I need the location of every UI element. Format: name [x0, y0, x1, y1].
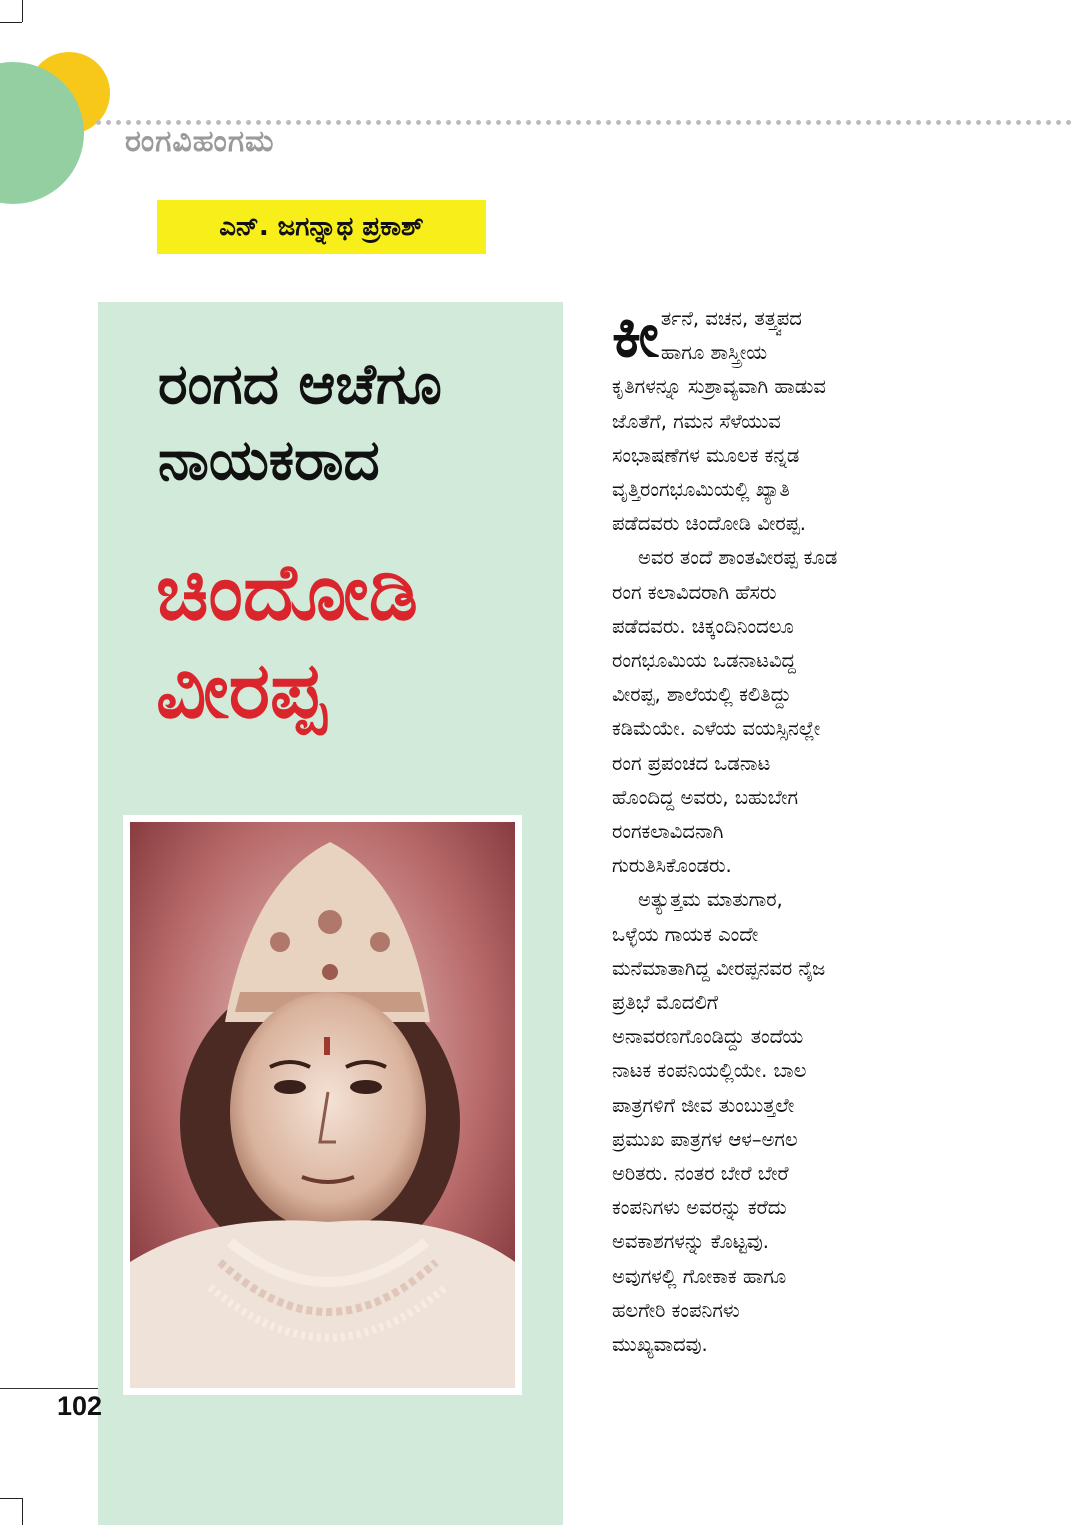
- article-line: ಕಂಪನಿಗಳು ಅವರನ್ನು ಕರೆದು: [612, 1196, 787, 1220]
- section-title: ರಂಗವಿಹಂಗಮ: [125, 124, 275, 159]
- article-line: ಅತ್ಯುತ್ತಮ ಮಾತುಗಾರ,: [638, 888, 783, 912]
- article-line: ವೃತ್ತಿರಂಗಭೂಮಿಯಲ್ಲಿ ಖ್ಯಾತಿ: [612, 478, 790, 502]
- article-line: ರ್ತನೆ, ವಚನ, ತತ್ತ್ವಪದ: [660, 307, 802, 330]
- author-name: ಎನ್. ಜಗನ್ನಾಥ ಪ್ರಕಾಶ್: [219, 211, 424, 242]
- portrait-frame: [123, 815, 522, 1395]
- article-line: ಕೃತಿಗಳನ್ನೂ ಸುಶ್ರಾವ್ಯವಾಗಿ ಹಾಡುವ: [612, 375, 826, 399]
- author-byline: [157, 200, 486, 254]
- crop-mark-bottom: [22, 1498, 23, 1525]
- article-line: ಅವುಗಳಲ್ಲಿ ಗೋಕಾಕ ಹಾಗೂ: [612, 1264, 787, 1288]
- drop-cap: ಕೀ: [612, 298, 659, 371]
- article-line: ಪ್ರಮುಖ ಪಾತ್ರಗಳ ಆಳ–ಅಗಲ: [612, 1127, 798, 1151]
- article-line: ರಂಗ ಕಲಾವಿದರಾಗಿ ಹೆಸರು: [612, 580, 777, 604]
- article-line: ಅನಾವರಣಗೊಂಡಿದ್ದು ತಂದೆಯ: [612, 1025, 804, 1049]
- article-line: ಅವರ ತಂದೆ ಶಾಂತವೀರಪ್ಪ ಕೂಡ: [638, 546, 838, 570]
- article-line: ಅರಿತರು. ನಂತರ ಬೇರೆ ಬೇರೆ: [612, 1162, 789, 1186]
- headline-name-line-1: ಚಿಂದೋಡಿ: [156, 548, 418, 638]
- article-line: ವೀರಪ್ಪ, ಶಾಲೆಯಲ್ಲಿ ಕಲಿತಿದ್ದು: [612, 683, 792, 707]
- article-line: ಒಳ್ಳೆಯ ಗಾಯಕ ಎಂದೇ: [612, 922, 759, 946]
- article-line: ಹಾಗೂ ಶಾಸ್ತ್ರೀಯ: [660, 341, 768, 365]
- article-line: ಪ್ರತಿಭೆ ಮೊದಲಿಗೆ: [612, 991, 719, 1015]
- headline-line-2: ನಾಯಕರಾದ: [158, 428, 380, 493]
- page-number: 102: [57, 1391, 103, 1421]
- portrait-photo-icon: [130, 822, 515, 1388]
- page-number-rule: [0, 1388, 98, 1389]
- article-line: ನಾಟಕ ಕಂಪನಿಯಲ್ಲಿಯೇ. ಬಾಲ: [612, 1059, 807, 1083]
- crop-mark-top-h: [0, 22, 22, 23]
- article-line: ಪಡೆದವರು ಚಿಂದೋಡಿ ವೀರಪ್ಪ.: [612, 512, 806, 536]
- article-line: ಹಲಗೇರಿ ಕಂಪನಿಗಳು: [612, 1298, 740, 1322]
- article-line: ಮುಖ್ಯವಾದವು.: [612, 1333, 708, 1357]
- article-body: [612, 298, 942, 1362]
- article-line: ರಂಗ ಪ್ರಪಂಚದ ಒಡನಾಟ: [612, 751, 771, 775]
- article-line: ಮನೆಮಾತಾಗಿದ್ದ ವೀರಪ್ಪನವರ ನೈಜ: [612, 956, 826, 980]
- article-line: ಗುರುತಿಸಿಕೊಂಡರು.: [612, 854, 732, 878]
- article-line: ರಂಗಕಲಾವಿದನಾಗಿ: [612, 820, 724, 844]
- article-line: ಸಂಭಾಷಣೆಗಳ ಮೂಲಕ ಕನ್ನಡ: [612, 443, 800, 467]
- article-line: ಜೊತೆಗೆ, ಗಮನ ಸೆಳೆಯುವ: [612, 409, 781, 433]
- article-line: ರಂಗಭೂಮಿಯ ಒಡನಾಟವಿದ್ದ: [612, 649, 796, 673]
- headline-name-line-2: ವೀರಪ್ಪ: [156, 646, 327, 736]
- crop-mark-top: [22, 0, 23, 22]
- article-line: ಪಾತ್ರಗಳಿಗೆ ಜೀವ ತುಂಬುತ್ತಲೇ: [612, 1093, 795, 1117]
- article-line: ಅವಕಾಶಗಳನ್ನು ಕೊಟ್ಟವು.: [612, 1230, 769, 1254]
- crop-mark-bottom-h: [0, 1498, 22, 1499]
- article-line: ಹೊಂದಿದ್ದ ಅವರು, ಬಹುಬೇಗ: [612, 785, 799, 809]
- headline-line-1: ರಂಗದ ಆಚೆಗೂ: [158, 352, 442, 417]
- article-line: ಪಡೆದವರು. ಚಿಕ್ಕಂದಿನಿಂದಲೂ: [612, 614, 794, 638]
- article-line: ಕಡಿಮೆಯೇ. ಎಳೆಯ ವಯಸ್ಸಿನಲ್ಲೇ: [612, 717, 821, 741]
